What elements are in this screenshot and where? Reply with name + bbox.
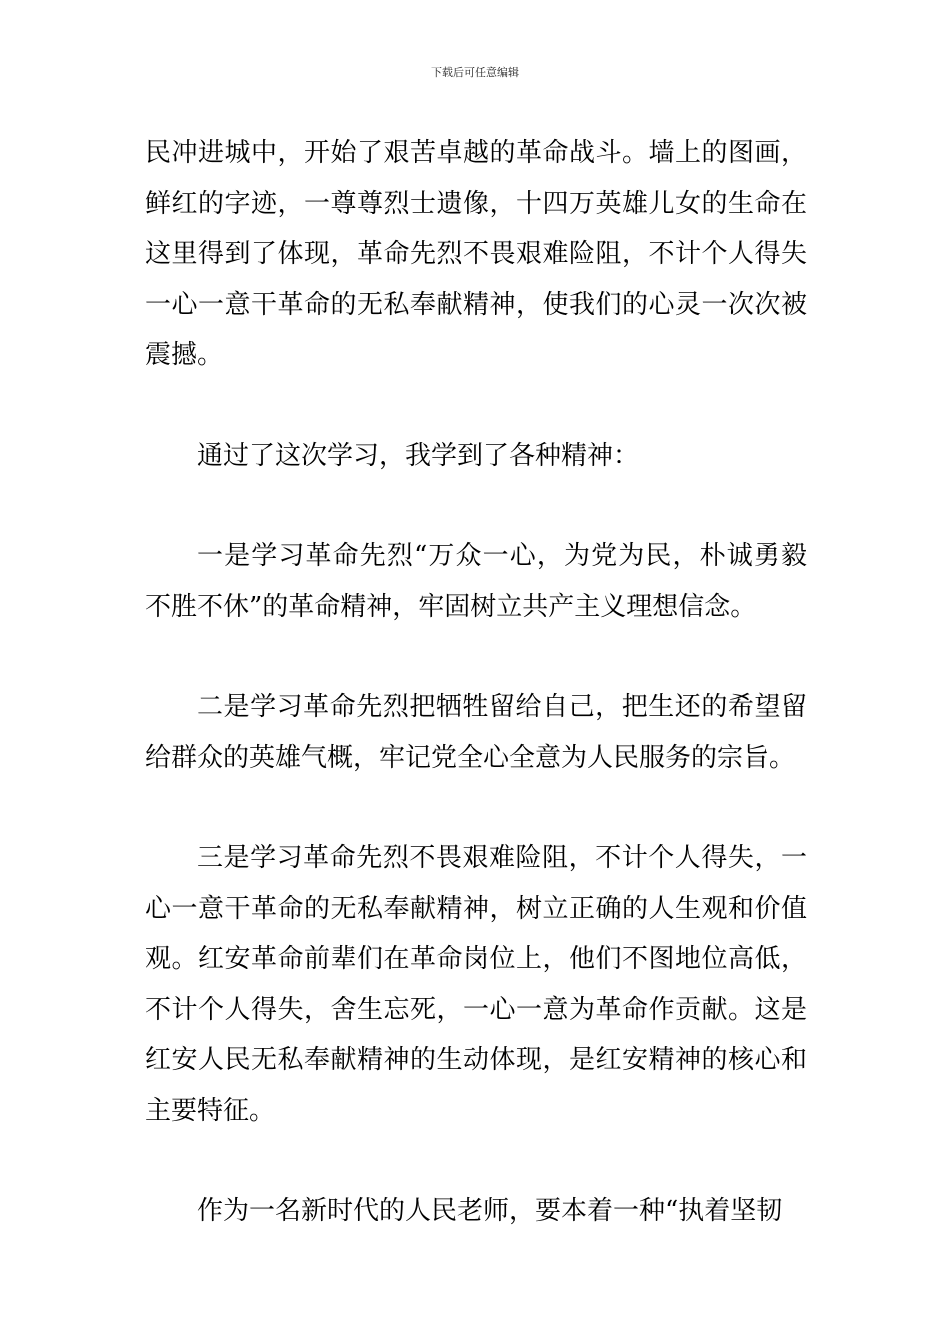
paragraph-gap: [145, 381, 807, 431]
paragraph-continuation: 民冲进城中，开始了艰苦卓越的革命战斗。墙上的图画，鲜红的字迹，一尊尊烈士遗像，十四万英雄儿女的生命在这里得到了体现，革命先烈不畏艰难险阻，不计个人得失一心一意干革命的无私奉献精神，使我们的心灵一次次被震撼。: [145, 138, 807, 370]
paragraph-gap: [145, 1136, 807, 1186]
paragraph-gap: [145, 783, 807, 833]
paragraph-intro: 通过了这次学习，我学到了各种精神：: [197, 440, 640, 471]
paragraph-closing: 作为一名新时代的人民老师，要本着一种“执着坚韧: [197, 1196, 783, 1226]
paragraph-point-three: 三是学习革命先烈不畏艰难险阻，不计个人得失，一心一意干革命的无私奉献精神，树立正确的人生观和价值观。红安革命前辈们在革命岗位上，他们不图地位高低，不计个人得失，舍生忘死，一心一意为革命作贡献。这是红安人民无私奉献精神的生动体现，是红安精神的核心和主要特征。: [145, 843, 807, 1126]
paragraph-point-two: 二是学习革命先烈把牺牲留给自己，把生还的希望留给群众的英雄气概，牢记党全心全意为人民服务的宗旨。: [145, 692, 807, 773]
paragraph-gap: [145, 632, 807, 682]
document-body: [145, 128, 807, 1237]
page-header: 下载后可任意编辑: [431, 66, 519, 79]
paragraph-point-one: 一是学习革命先烈“万众一心，为党为民，朴诚勇毅不胜不休”的革命精神，牢固树立共产主义理想信念。: [145, 541, 807, 622]
paragraph-gap: [145, 481, 807, 531]
